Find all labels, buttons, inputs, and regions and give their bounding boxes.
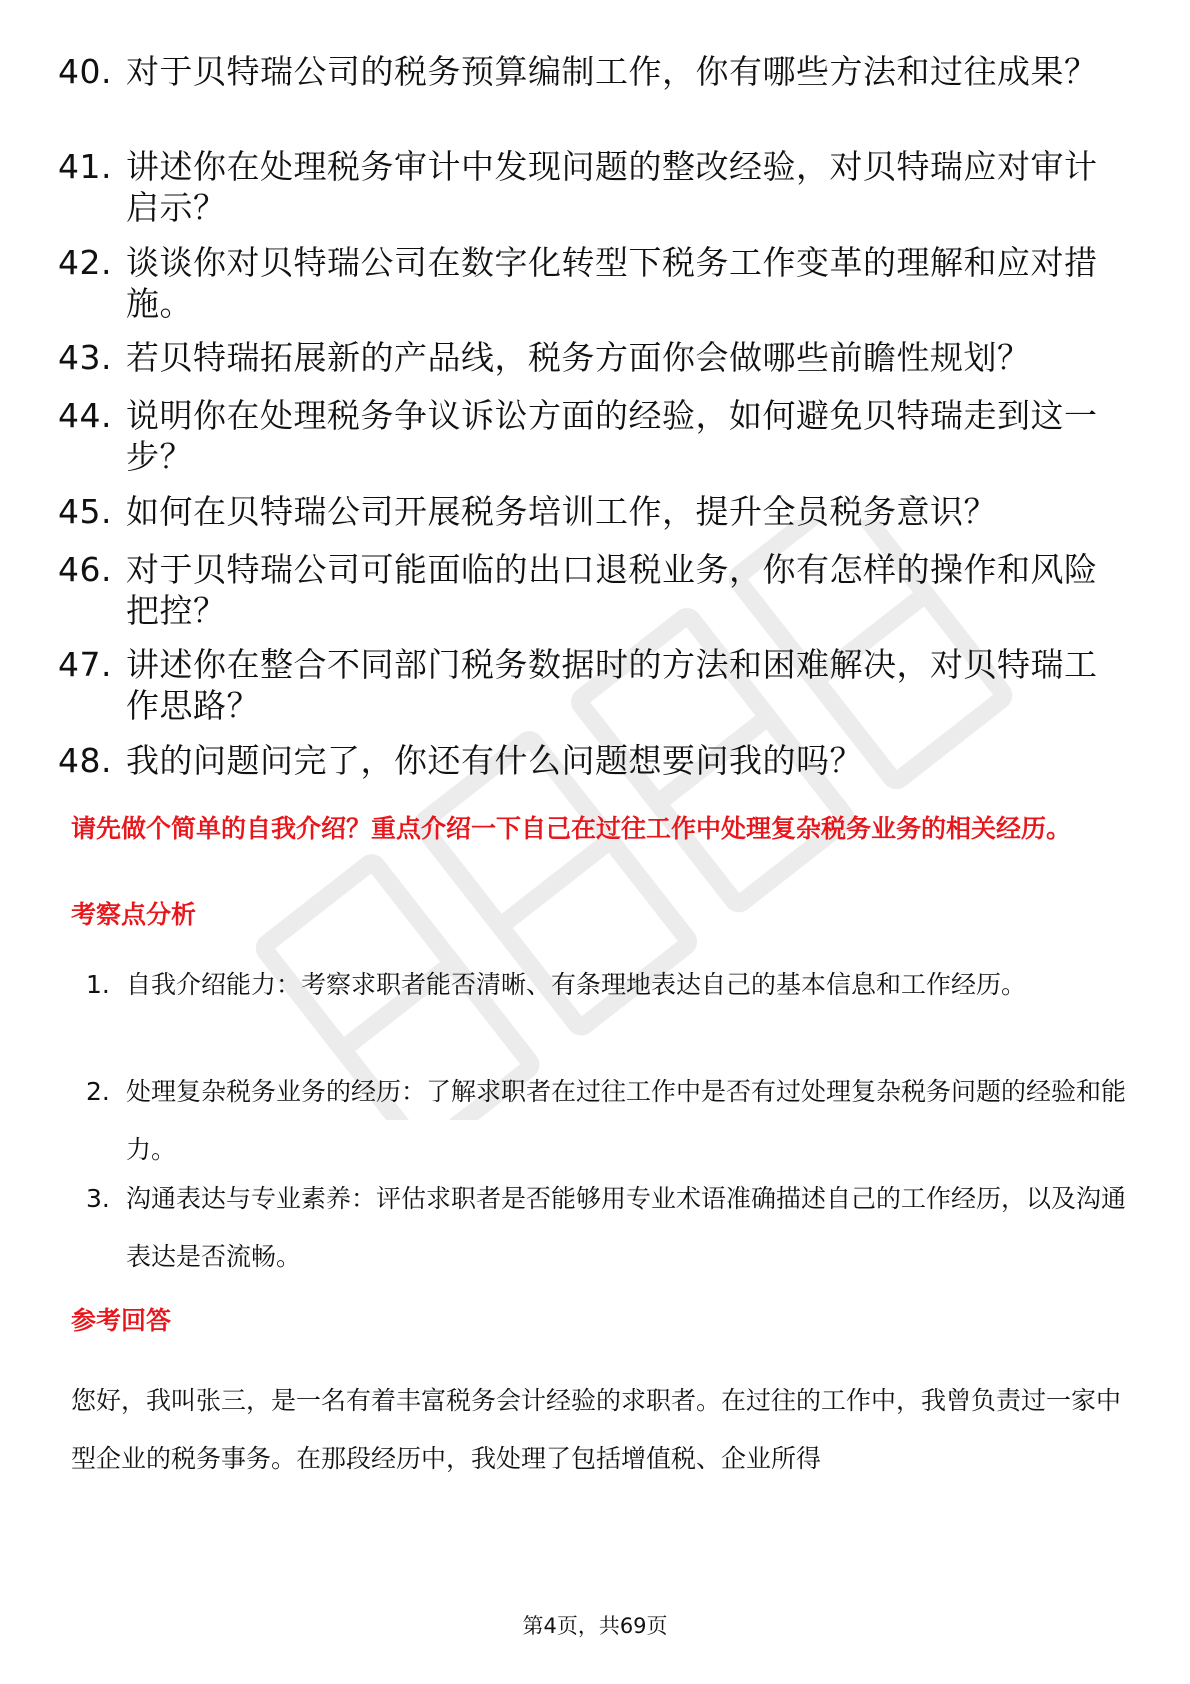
question-item xyxy=(58,337,1118,378)
question-item xyxy=(58,395,1118,477)
question-text: 对于贝特瑞公司可能面临的出口退税业务，你有怎样的操作和风险把控？ xyxy=(126,550,1098,630)
question-number: 42. xyxy=(58,243,112,282)
analysis-number: 1. xyxy=(86,970,110,999)
question-item xyxy=(58,740,1118,781)
analysis-item xyxy=(86,1170,1126,1286)
question-item xyxy=(58,644,1118,726)
question-number: 45. xyxy=(58,492,112,531)
analysis-number: 3. xyxy=(86,1184,110,1213)
question-text: 对于贝特瑞公司的税务预算编制工作，你有哪些方法和过往成果？ xyxy=(126,52,1098,91)
question-number: 48. xyxy=(58,741,112,780)
question-number: 43. xyxy=(58,338,112,377)
reference-answer: 您好，我叫张三，是一名有着丰富税务会计经验的求职者。在过往的工作中，我曾负责过一家中型企业的税务事务。在那段经历中，我处理了包括增值税、企业所得 xyxy=(71,1386,1122,1473)
question-text: 说明你在处理税务争议诉讼方面的经验，如何避免贝特瑞走到这一步？ xyxy=(126,396,1098,476)
reference-heading: 参考回答 xyxy=(71,1306,172,1335)
featured-question: 请先做个简单的自我介绍？重点介绍一下自己在过往工作中处理复杂税务业务的相关经历。 xyxy=(71,814,1072,843)
analysis-text: 处理复杂税务业务的经历：了解求职者在过往工作中是否有过处理复杂税务问题的经验和能力。 xyxy=(126,1077,1127,1164)
question-text: 如何在贝特瑞公司开展税务培训工作，提升全员税务意识？ xyxy=(126,492,997,531)
analysis-text: 沟通表达与专业素养：评估求职者是否能够用专业术语准确描述自己的工作经历，以及沟通表达是否流畅。 xyxy=(126,1184,1127,1271)
question-number: 44. xyxy=(58,396,112,435)
question-item xyxy=(58,491,1118,532)
analysis-item xyxy=(86,956,1126,1014)
question-number: 41. xyxy=(58,147,112,186)
question-text: 讲述你在处理税务审计中发现问题的整改经验，对贝特瑞应对审计启示？ xyxy=(126,147,1098,227)
question-text: 谈谈你对贝特瑞公司在数字化转型下税务工作变革的理解和应对措施。 xyxy=(126,243,1098,323)
question-text: 讲述你在整合不同部门税务数据时的方法和困难解决，对贝特瑞工作思路？ xyxy=(126,645,1098,725)
question-number: 46. xyxy=(58,550,112,589)
question-item xyxy=(58,146,1118,228)
page-footer: 第4页，共69页 xyxy=(522,1614,668,1638)
question-text: 我的问题问完了，你还有什么问题想要问我的吗？ xyxy=(126,741,863,780)
question-item xyxy=(58,242,1118,324)
analysis-heading: 考察点分析 xyxy=(71,900,197,929)
analysis-item xyxy=(86,1063,1126,1179)
analysis-text: 自我介绍能力：考察求职者能否清晰、有条理地表达自己的基本信息和工作经历。 xyxy=(126,970,1027,999)
question-item xyxy=(58,549,1118,631)
analysis-number: 2. xyxy=(86,1077,110,1106)
question-text: 若贝特瑞拓展新的产品线，税务方面你会做哪些前瞻性规划？ xyxy=(126,338,1031,377)
question-item xyxy=(58,51,1118,92)
question-number: 47. xyxy=(58,645,112,684)
question-number: 40. xyxy=(58,52,112,91)
